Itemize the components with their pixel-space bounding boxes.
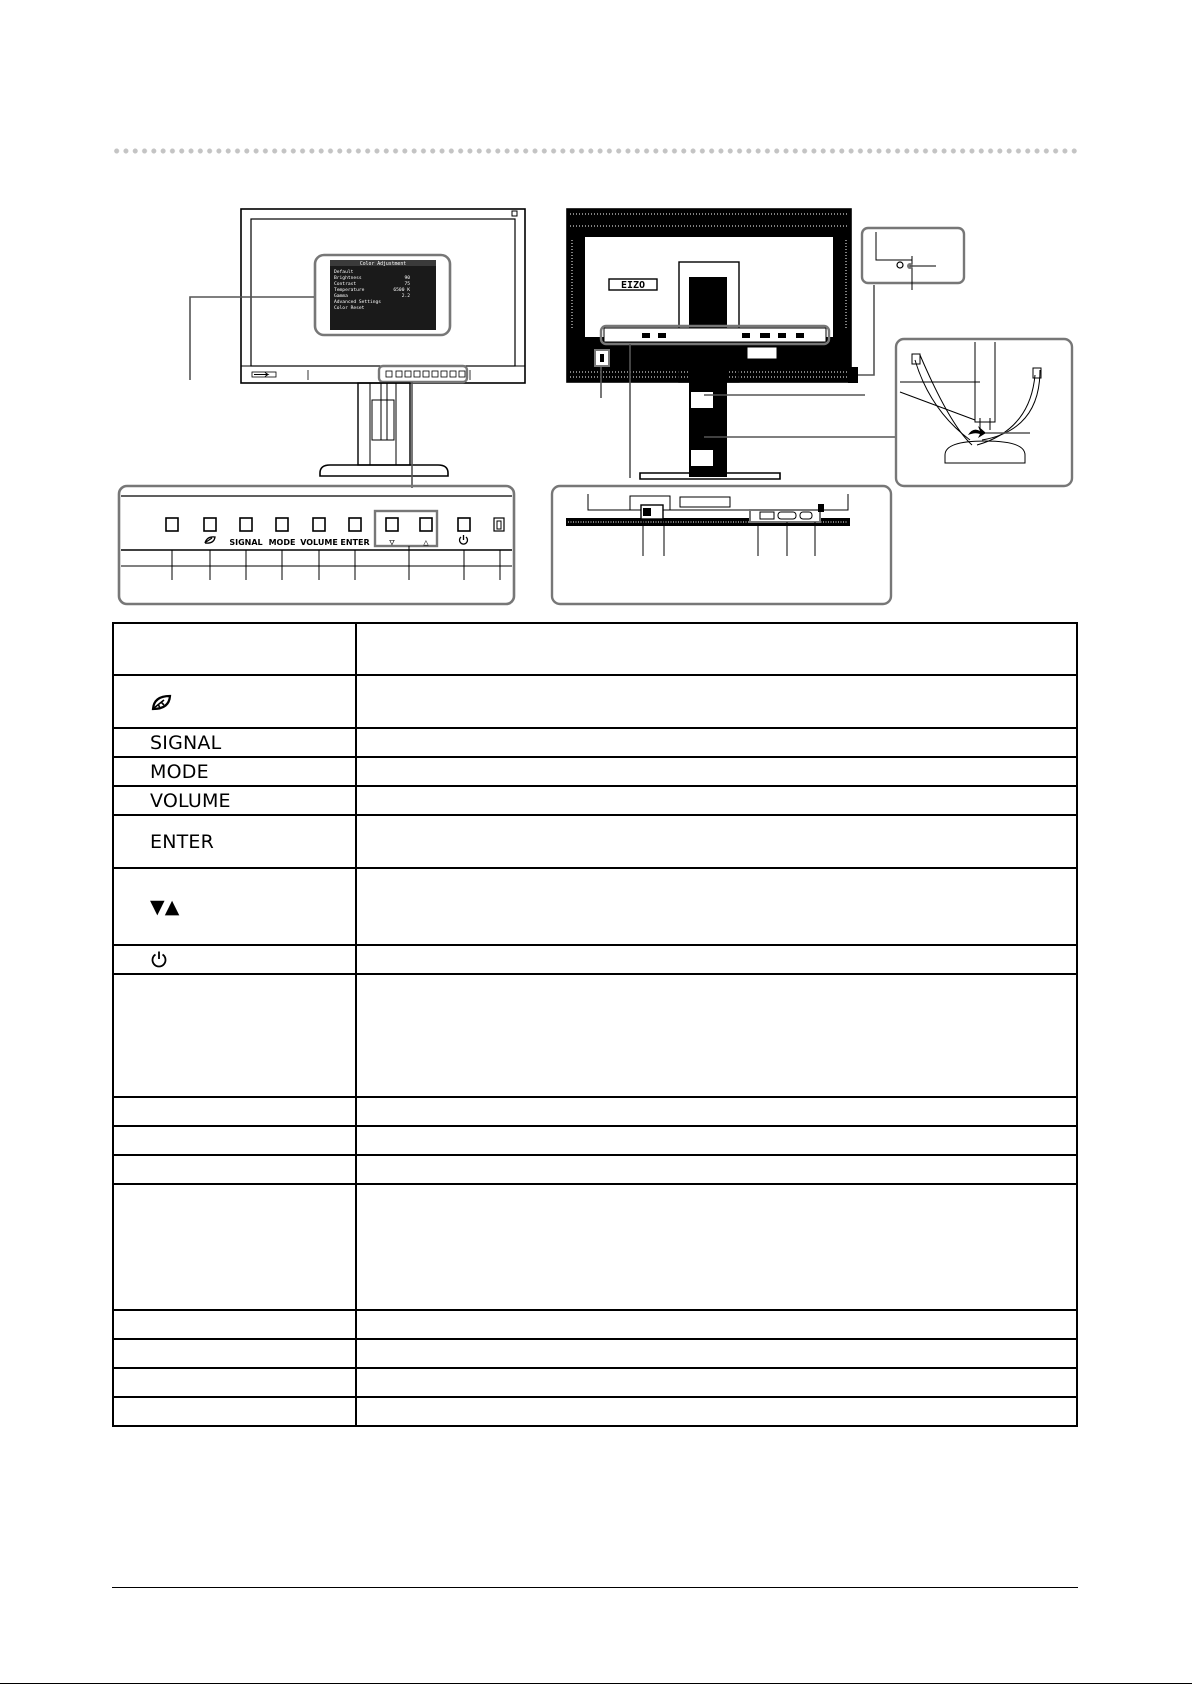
osd-row-label: Temperature [334, 288, 365, 293]
osd-title: Color Adjustment [359, 262, 407, 267]
osd-row-label: Advanced Settings [334, 300, 382, 305]
symbol-cell [113, 974, 356, 1097]
table-row [113, 1368, 1077, 1397]
headphone-jack-inset [862, 228, 964, 290]
arrow-up-icon: △ [423, 538, 429, 548]
symbol-cell [113, 675, 356, 728]
description-cell [356, 1155, 1077, 1184]
symbol-cell [113, 1310, 356, 1339]
table-row [113, 757, 1077, 786]
osd-row-value: 6500 K [393, 288, 410, 293]
table-row [113, 868, 1077, 945]
symbol-cell [113, 1339, 356, 1368]
osd-row-label: Gamma [334, 294, 348, 299]
symbol-cell [113, 757, 356, 786]
table-row [113, 1184, 1077, 1310]
osd-row-value: 2.2 [401, 294, 410, 299]
signal-label: SIGNAL [150, 731, 222, 754]
description-cell [356, 1397, 1077, 1426]
power-icon [150, 950, 168, 968]
table-row [113, 1397, 1077, 1426]
front-button-detail [119, 486, 514, 604]
symbol-cell [113, 945, 356, 974]
osd-row-label: Color Reset [334, 306, 365, 311]
eco-leaf-small-icon [205, 537, 215, 543]
svg-text:EIZO: EIZO [620, 280, 646, 291]
table-row [113, 786, 1077, 815]
description-cell [356, 1184, 1077, 1310]
button-label-signal: SIGNAL [229, 538, 263, 547]
osd-row-value: 75 [404, 282, 410, 287]
description-cell [356, 815, 1077, 868]
description-cell [356, 786, 1077, 815]
front-view-monitor [241, 209, 525, 476]
power-small-icon [460, 535, 468, 544]
symbol-cell [113, 1397, 356, 1426]
table-row [113, 1310, 1077, 1339]
description-cell [356, 1310, 1077, 1339]
parts-description-table [112, 622, 1078, 1427]
button-label-enter: ENTER [340, 538, 370, 547]
table-row [113, 945, 1077, 974]
symbol-cell [113, 728, 356, 757]
description-cell [356, 623, 1077, 675]
symbol-cell [113, 623, 356, 675]
symbol-cell [113, 868, 356, 945]
table-row [113, 623, 1077, 675]
symbol-cell [113, 815, 356, 868]
table-row [113, 1097, 1077, 1126]
description-cell [356, 757, 1077, 786]
cable-holder-inset [896, 339, 1072, 486]
table-row [113, 728, 1077, 757]
osd-menu [315, 255, 450, 335]
description-cell [356, 868, 1077, 945]
monitor-parts-figure [0, 0, 1192, 620]
arrow-down-icon: ▽ [389, 538, 395, 548]
table-row [113, 675, 1077, 728]
symbol-cell [113, 1126, 356, 1155]
callout-ticks [172, 546, 500, 580]
rear-connector-detail [552, 486, 891, 604]
description-cell [356, 675, 1077, 728]
front-button-strip [386, 371, 465, 377]
osd-row-value: 90 [404, 276, 410, 281]
symbol-cell [113, 1368, 356, 1397]
symbol-cell [113, 1184, 356, 1310]
volume-label: VOLUME [150, 789, 231, 812]
button-label-mode: MODE [268, 538, 296, 547]
mode-label: MODE [150, 760, 209, 783]
description-cell [356, 1097, 1077, 1126]
description-cell [356, 728, 1077, 757]
rear-view-monitor [567, 209, 858, 479]
description-cell [356, 1339, 1077, 1368]
footer-rule [112, 1587, 1078, 1588]
table-row [113, 1126, 1077, 1155]
symbol-cell [113, 786, 356, 815]
page-bottom-rule [0, 1683, 1192, 1684]
down-up-arrows-label: ▼▲ [150, 895, 180, 918]
button-label-volume: VOLUME [300, 538, 338, 547]
description-cell [356, 1368, 1077, 1397]
symbol-cell [113, 1155, 356, 1184]
symbol-cell [113, 1097, 356, 1126]
description-cell [356, 974, 1077, 1097]
description-cell [356, 1126, 1077, 1155]
table-row [113, 815, 1077, 868]
enter-label: ENTER [150, 830, 215, 853]
description-cell [356, 945, 1077, 974]
osd-row-label: Brightness [334, 276, 362, 281]
eco-leaf-icon [150, 692, 172, 712]
table-row [113, 974, 1077, 1097]
osd-row-label: Default [334, 270, 354, 275]
table-row [113, 1155, 1077, 1184]
table-row [113, 1339, 1077, 1368]
osd-row-label: Contrast [334, 282, 357, 287]
